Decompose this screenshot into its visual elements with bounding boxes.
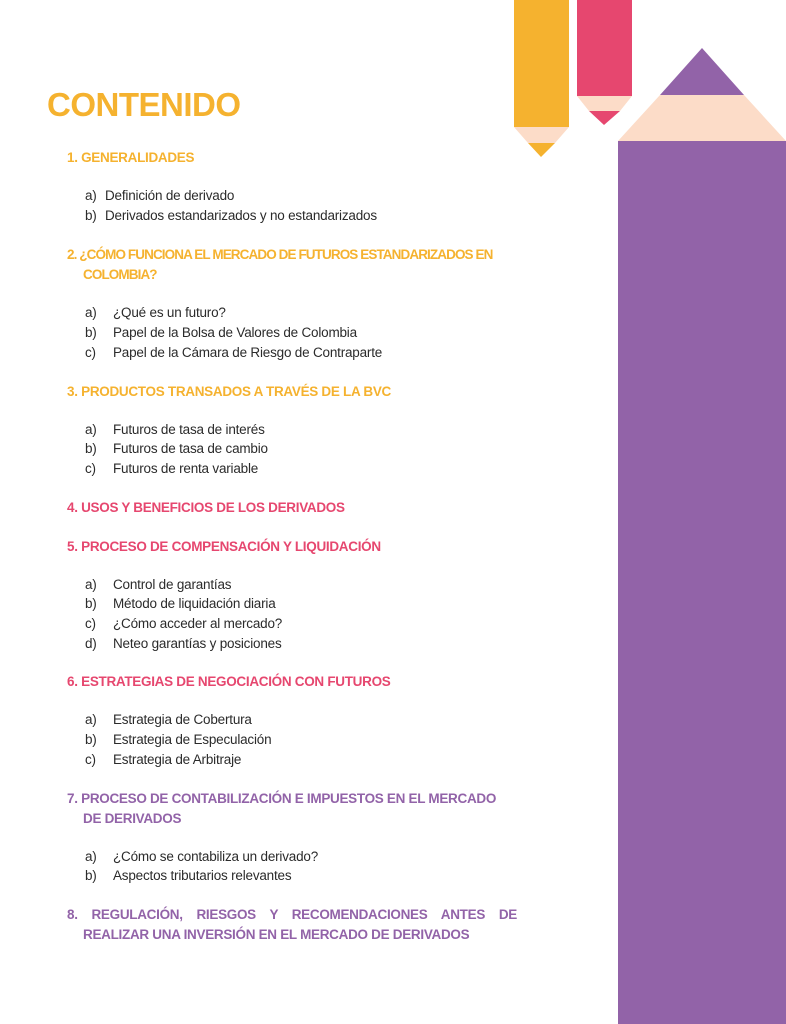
section-title[interactable]: 7. PROCESO DE CONTABILIZACIÓN E IMPUESTOS EN EL MERCADO DE DERIVADOS xyxy=(67,790,497,826)
toc-section-8 xyxy=(67,905,517,945)
section-title[interactable]: 4. USOS Y BENEFICIOS DE LOS DERIVADOS xyxy=(67,499,345,515)
list-item[interactable]: a) Estrategia de Cobertura xyxy=(85,712,252,728)
list-item[interactable]: a) Control de garantías xyxy=(85,576,232,592)
section-title[interactable]: 3. PRODUCTOS TRANSADOS A TRAVÉS DE LA BVC xyxy=(67,383,391,399)
yellow-pencil-icon xyxy=(514,0,569,157)
toc-section-6 xyxy=(67,672,517,769)
list-item[interactable]: b) Aspectos tributarios relevantes xyxy=(85,868,292,884)
list-item[interactable]: c) Estrategia de Arbitraje xyxy=(85,751,242,767)
list-item[interactable]: c) ¿Cómo acceder al mercado? xyxy=(85,616,283,632)
subsection-list xyxy=(67,847,517,886)
subsection-list xyxy=(67,303,517,362)
list-item[interactable]: b) Derivados estandarizados y no estandarizados xyxy=(85,207,377,223)
list-item[interactable]: a) ¿Qué es un futuro? xyxy=(85,305,226,321)
subsection-list xyxy=(67,186,517,225)
list-item[interactable]: d) Neteo garantías y posiciones xyxy=(85,635,282,651)
table-of-contents xyxy=(67,148,517,945)
list-item[interactable]: b) Método de liquidación diaria xyxy=(85,596,276,612)
page-title: CONTENIDO xyxy=(47,86,241,123)
subsection-list xyxy=(67,575,517,654)
toc-section-2 xyxy=(67,245,517,362)
list-item[interactable]: b) Estrategia de Especulación xyxy=(85,732,272,748)
list-item[interactable]: c) Papel de la Cámara de Riesgo de Contraparte xyxy=(85,344,383,360)
pink-pencil-icon xyxy=(577,0,632,125)
section-title[interactable]: 8. REGULACIÓN, RIESGOS Y RECOMENDACIONES ANTES DE REALIZAR UNA INVERSIÓN EN EL MERCADO DE DERIVADOS xyxy=(67,906,517,942)
toc-section-4 xyxy=(67,498,517,518)
toc-section-3 xyxy=(67,382,517,479)
subsection-list xyxy=(67,710,517,769)
purple-pencil-icon xyxy=(618,48,786,1024)
list-item[interactable]: b) Papel de la Bolsa de Valores de Colombia xyxy=(85,325,357,341)
list-item[interactable]: a) ¿Cómo se contabiliza un derivado? xyxy=(85,848,319,864)
toc-section-5 xyxy=(67,537,517,654)
section-title[interactable]: 6. ESTRATEGIAS DE NEGOCIACIÓN CON FUTUROS xyxy=(67,674,391,690)
list-item[interactable]: c) Futuros de renta variable xyxy=(85,460,259,476)
section-title[interactable]: 2. ¿CÓMO FUNCIONA EL MERCADO DE FUTUROS ESTANDARIZADOS EN COLOMBIA? xyxy=(67,247,493,283)
toc-section-1 xyxy=(67,148,517,225)
section-title[interactable]: 5. PROCESO DE COMPENSACIÓN Y LIQUIDACIÓN xyxy=(67,538,381,554)
list-item[interactable]: a) Definición de derivado xyxy=(85,188,235,203)
subsection-list xyxy=(67,420,517,479)
toc-section-7 xyxy=(67,789,517,886)
list-item[interactable]: b) Futuros de tasa de cambio xyxy=(85,441,268,457)
section-title[interactable]: 1. GENERALIDADES xyxy=(67,150,195,165)
list-item[interactable]: a) Futuros de tasa de interés xyxy=(85,421,265,437)
